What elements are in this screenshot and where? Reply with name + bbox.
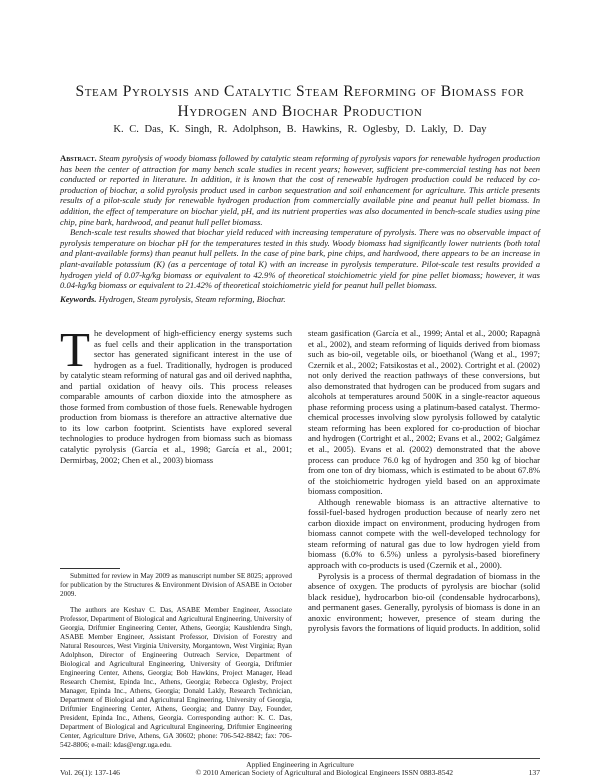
body-text-intro: he development of high-efficiency energy systems such as fuel cells and their application in the transportation sector has generated significant interest in the use of hydrogen as a fuel. Traditionally, hydrogen is produced by catalytic steam reforming of natural gas and oil derived naphtha, and partial oxidation of heavy oils. This process releases comparable amounts of carbon dioxide into the atmosphere as those formed from combustion of those fuels. Renewable hydrogen production from biomass is therefore an attractive alternative due to its low carbon footprint. Scientists have explored several technologies to produce hydrogen from biomass such as biomass catalytic pyrolysis (García et al., 1998; García et al., 2001; Dermirbaş, 2002; Chen et al., 2003) biomass xyxy=(60,328,292,465)
abstract-paragraph-2: Bench-scale test results showed that biochar yield reduced with increasing temperature of pyrolysis. There was no observable impact of pyrolysis temperature on biochar pH for the temperatures tested in this study. Woody biomass had significantly lower nutrients (both total and plant-available forms) than peanut hull pellets. In the case of pine bark, pine chips, and hardwood, there appears to be an increase in plant-available potassium (K) (as a percentage of total K) with an increase in pyrolysis temperature. Pilot-scale test results provided a hydrogen yield of 0.07-kg/kg biomass or equivalent to 42.9% of theoretical stoichiometric yield for pine pellet biomass; however, it was 0.04-kg/kg biomass or equivalent to 21.42% of theoretical stoichiometric yield for peanut hull pellet biomass. xyxy=(60,227,540,291)
body-paragraph-intro xyxy=(60,322,292,465)
body-paragraph-renewable: Although renewable biomass is an attractive alternative to fossil-fuel-based hydrogen production because of nearly zero net carbon dioxide impact on environment, producing hydrogen from biomass cannot compete with the well-developed technology for steam reforming of natural gas due to low hydrogen yield from biomass (6.0% to 6.5%) unless a pyrolysis-based biorefinery approach with co-products is used (Czernik et al., 2000). xyxy=(308,496,540,571)
footer-copyright: © 2010 American Society of Agricultural and Biological Engineers ISSN 0883-8542 xyxy=(195,768,454,777)
footnote-authors: The authors are Keshav C. Das, ASABE Member Engineer, Associate Professor, Department of Biological and Agricultural Engineering, University of Georgia, Driftmier Engineering Center, Athens, Georgia; Kaushlendra Singh, ASABE Member Engineer, Assistant Professor, Division of Forestry and Natural Resources, West Virginia University, Morgantown, West Virginia; Ryan Adolphson, Director of Engineering Outreach Service, Department of Biological and Agricultural Engineering, University of Georgia, Driftmier Engineering Center, Athens, Georgia; Bob Hawkins, Project Manager, Head Research Chemist, Epinda Inc., Athens, Georgia; Rebecca Oglesby, Project Manager, Epinda Inc., Athens, Georgia; Donald Lakly, Research Technician, Department of Biological and Agricultural Engineering, University of Georgia, Driftmier Engineering Center, Athens, Georgia; and Danny Day, Founder, President, Epinda Inc., Athens, Georgia. Corresponding author: K. C. Das, Department of Biological and Agricultural Engineering, Driftmier Engineering Center, Agriculture Drive, Athens, GA 30602; phone: 706-542-8842; fax: 706-542-8806; e-mail: kdas@engr.uga.edu. xyxy=(60,606,292,749)
footnote-divider xyxy=(60,568,120,569)
footnotes xyxy=(60,572,292,750)
body-paragraph-pyrolysis: Pyrolysis is a process of thermal degradation of biomass in the absence of oxygen. The products of pyrolysis are biochar (solid black residue), hydrocarbon bio-oil (condensable hydrocarbons), and permanent gases. Generally, pyrolysis of biomass is done in an anoxic environment; however, presence of steam during the pyrolysis favors the formations of liquid products. In addition, solid xyxy=(308,570,540,634)
paper-title: Steam Pyrolysis and Catalytic Steam Reforming of Biomass for Hydrogen and Biochar Production xyxy=(75,83,525,121)
abstract-text-1: Steam pyrolysis of woody biomass followed by catalytic steam reforming of pyrolysis vapors for renewable hydrogen production has been the center of attraction for many bench scale studies in recent years; however, sufficient pre-commercial testing has not been conducted or reported in literature. In addition, it is known that the cost of renewable hydrogen production could be reduced by co-production of biochar, a solid pyrolysis product used in carbon sequestration and soil enhancement for agriculture. This article presents results of a pilot-scale study for renewable hydrogen production from commercially available pine and peanut hull pellet biomass. In addition, the effect of temperature on biochar yield, pH, and its nutrient properties was also documented in bench-scale studies using pine chip, pine bark, hardwood, and peanut hull pellet biomass. xyxy=(60,153,540,227)
footnote-submission: Submitted for review in May 2009 as manuscript number SE 8025; approved for publication by the Structures & Environment Division of ASABE in October 2009. xyxy=(60,572,292,598)
body-column-right xyxy=(308,328,540,634)
abstract-label: Abstract. xyxy=(60,153,97,163)
keywords xyxy=(60,294,540,305)
abstract-paragraph-1 xyxy=(60,153,540,227)
body-column-left xyxy=(60,322,292,465)
abstract xyxy=(60,153,540,304)
drop-cap: T xyxy=(60,322,90,377)
footer-journal-name: Applied Engineering in Agriculture xyxy=(60,758,540,769)
author-list: K. C. Das, K. Singh, R. Adolphson, B. Hawkins, R. Oglesby, D. Lakly, D. Day xyxy=(113,124,487,135)
body-paragraph-continued: steam gasification (García et al., 1999; Antal et al., 2000; Rapagnà et al., 2002), and steam reforming of liquids derived from biomass such as bio-oil, vegetable oils, or bioethanol (Wang et al., 1997; Czernik et al., 2002; Fatsikostas et al., 2002). Cortright et al. (2002) not only derived the reaction pathways of these conversions, but also demonstrated that hydrogen can be produced from sugars and alcohols at temperatures around 500K in a single-reactor aqueous phase reforming process using a platinum-based catalyst. Thermo-chemical processes involving slow pyrolysis followed by catalytic steam reforming has been explored for co-production of biochar and hydrogen (Cortright et al., 2002; Evans et al., 2002; Galgámez et al., 2005). Evans et al. (2002) demonstrated that the above process can produce 76.0 kg of hydrogen and 350 kg of biochar from one ton of dry biomass, which is estimated to be about 67.8% of the stoichiometric hydrogen yield based on an approximate biomass composition. xyxy=(308,328,540,497)
footer-page-number: 137 xyxy=(528,768,540,777)
keywords-text: Hydrogen, Steam pyrolysis, Steam reforming, Biochar. xyxy=(98,293,286,304)
footer-volume: Vol. 26(1): 137-146 xyxy=(60,768,120,777)
keywords-label: Keywords. xyxy=(60,293,97,304)
